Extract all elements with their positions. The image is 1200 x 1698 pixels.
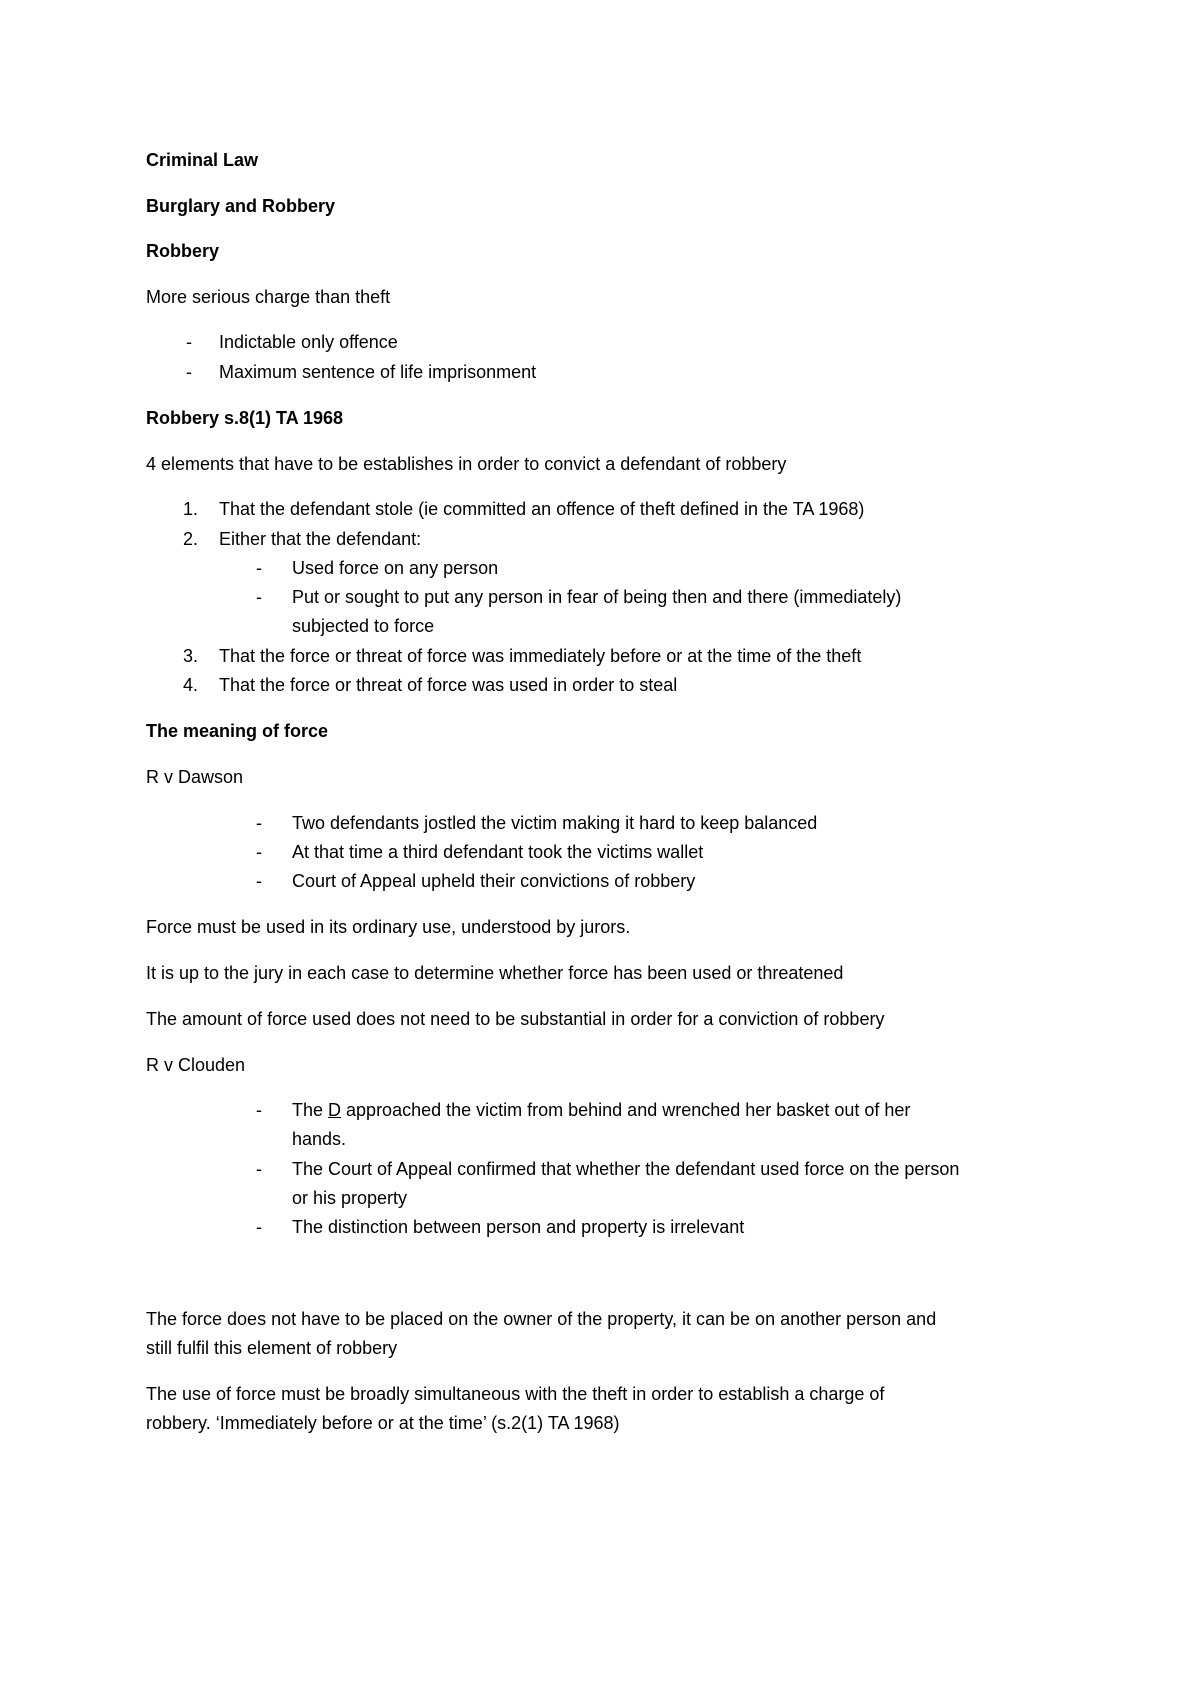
bullet-dash: - <box>256 587 262 607</box>
paragraph-line: still fulfil this element of robbery <box>146 1338 398 1358</box>
bullet-dash: - <box>256 558 262 578</box>
paragraph: It is up to the jury in each case to determine whether force has been used or threatened <box>146 963 844 983</box>
sub-list-item-continuation: subjected to force <box>292 616 435 636</box>
list-item: Either that the defendant: <box>219 529 422 549</box>
list-item <box>292 1099 910 1121</box>
list-number: 4. <box>183 675 199 695</box>
paragraph-line: The force does not have to be placed on the owner of the property, it can be on another person and <box>146 1309 937 1329</box>
document-subtitle: Burglary and Robbery <box>146 196 336 216</box>
bullet-dash: - <box>256 813 262 833</box>
heading-meaning-of-force: The meaning of force <box>146 721 329 741</box>
heading-robbery-s8: Robbery s.8(1) TA 1968 <box>146 408 344 428</box>
case-name: R v Clouden <box>146 1055 246 1075</box>
list-item: The distinction between person and property is irrelevant <box>292 1217 745 1237</box>
list-item: That the force or threat of force was immediately before or at the time of the theft <box>219 646 862 666</box>
bullet-dash: - <box>256 1217 262 1237</box>
bullet-dash: - <box>186 362 192 382</box>
list-item: Indictable only offence <box>219 332 398 352</box>
list-item: Maximum sentence of life imprisonment <box>219 362 537 382</box>
text-run: The <box>292 1100 329 1120</box>
list-item-continuation: hands. <box>292 1129 347 1149</box>
bullet-dash: - <box>256 1100 262 1120</box>
sub-list-item: Used force on any person <box>292 558 499 578</box>
list-item: At that time a third defendant took the victims wallet <box>292 842 704 862</box>
list-item: That the force or threat of force was used in order to steal <box>219 675 678 695</box>
intro-paragraph: More serious charge than theft <box>146 287 391 307</box>
bullet-dash: - <box>186 332 192 352</box>
underlined-d: D <box>328 1100 342 1120</box>
text-run: approached the victim from behind and wrenched her basket out of her <box>341 1100 911 1120</box>
paragraph-line: robbery. ‘Immediately before or at the time’ (s.2(1) TA 1968) <box>146 1413 620 1433</box>
list-item: The Court of Appeal confirmed that whether the defendant used force on the person <box>292 1159 960 1179</box>
list-item: Court of Appeal upheld their convictions of robbery <box>292 871 696 891</box>
list-number: 1. <box>183 499 199 519</box>
document-title: Criminal Law <box>146 150 259 170</box>
list-item-continuation: or his property <box>292 1188 408 1208</box>
bullet-dash: - <box>256 871 262 891</box>
paragraph: The amount of force used does not need to be substantial in order for a conviction of robbery <box>146 1009 885 1029</box>
list-number: 3. <box>183 646 199 666</box>
sub-list-item: Put or sought to put any person in fear of being then and there (immediately) <box>292 587 902 607</box>
list-item: That the defendant stole (ie committed an offence of theft defined in the TA 1968) <box>219 499 865 519</box>
list-item: Two defendants jostled the victim making it hard to keep balanced <box>292 813 818 833</box>
list-number: 2. <box>183 529 199 549</box>
paragraph-line: The use of force must be broadly simultaneous with the theft in order to establish a charge of <box>146 1384 885 1404</box>
elements-intro: 4 elements that have to be establishes in order to convict a defendant of robbery <box>146 454 787 474</box>
bullet-dash: - <box>256 842 262 862</box>
bullet-dash: - <box>256 1159 262 1179</box>
heading-robbery: Robbery <box>146 241 220 261</box>
paragraph: Force must be used in its ordinary use, understood by jurors. <box>146 917 631 937</box>
case-name: R v Dawson <box>146 767 244 787</box>
